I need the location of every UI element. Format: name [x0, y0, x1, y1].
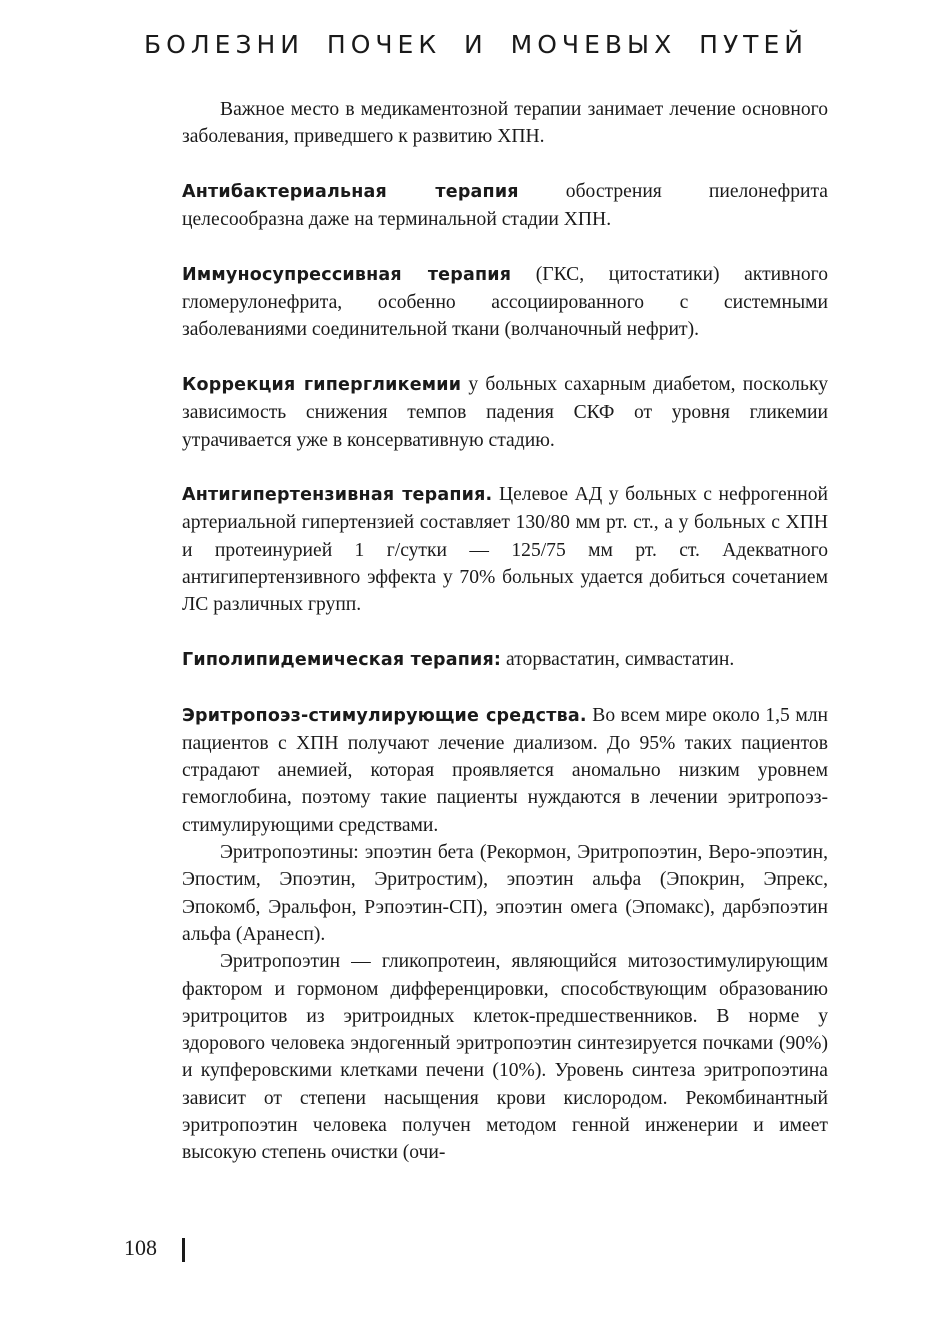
paragraph-heading: Иммуносупрессивная терапия	[182, 264, 512, 285]
paragraph-antihypertensive	[182, 481, 828, 618]
running-header-title: БОЛЕЗНИ ПОЧЕК И МОЧЕВЫХ ПУТЕЙ	[144, 30, 808, 59]
paragraph-antibacterial	[182, 178, 828, 234]
paragraph-heading: Антигипертензивная терапия.	[182, 485, 493, 506]
paragraph-text: Эритропоэтины: эпоэтин бета (Рекормон, Эритропоэтин, Веро-эпоэтин, Эпостим, Эпоэтин, Эритростим), эпоэтин альфа (Эпокрин, Эпрекс, Эпокомб, Эральфон, Рэпоэтин-СП), эпоэтин омега (Эпомакс), дарбэпоэтин альфа (Аранесп).	[182, 842, 828, 945]
paragraph-heading: Коррекция гипергликемии	[182, 374, 462, 395]
paragraph-text: (ГКС, цитостатики) активного гломерулонефрита, особенно ассоциированного с системными заболеваниями соединительной ткани (волчаночный нефрит).	[182, 263, 828, 341]
paragraph-text: Важное место в медикаментозной терапии занимает лечение основного заболевания, приведшего к развитию ХПН.	[182, 99, 828, 148]
paragraph-immunosuppressive	[182, 261, 828, 344]
paragraph-erythropoietin-description	[182, 948, 828, 1166]
page-body	[182, 96, 828, 1167]
paragraph-intro	[182, 96, 828, 151]
paragraph-erythropoiesis	[182, 702, 828, 839]
paragraph-text: у больных сахарным диабетом, поскольку зависимость снижения темпов падения СКФ от уровня гликемии утрачивается уже в консервативную стадию.	[182, 373, 828, 451]
paragraph-heading: Эритропоэз-стимулирующие средства.	[182, 705, 587, 726]
paragraph-text: Во всем мире около 1,5 млн пациентов с ХПН получают лечение диализом. До 95% таких пациентов страдают анемией, которая проявляется аномально низким уровнем гемоглобина, поэтому такие пациенты нуждаются в лечении эритропоэз-стимулирующими средствами.	[182, 704, 828, 836]
page-number: 108	[124, 1235, 157, 1260]
paragraph-heading: Гиполипидемическая терапия:	[182, 649, 502, 670]
paragraph-text: обострения пиелонефрита целесообразна даже на терминальной стадии ХПН.	[182, 180, 828, 231]
paragraph-text: Целевое АД у больных с нефрогенной артериальной гипертензией составляет 130/80 мм рт. ст., а у больных с ХПН и протеинурией 1 г/сутки — 125/75 мм рт. ст. Адекватного антигипертензивного эффекта у 70% больных удается добиться сочетанием ЛС различных групп.	[182, 484, 828, 616]
page-number-rule	[182, 1238, 185, 1262]
paragraph-hypolipidemic	[182, 646, 828, 674]
paragraph-erythropoietins-list	[182, 839, 828, 948]
paragraph-text: Эритропоэтин — гликопротеин, являющийся митозостимулирующим фактором и гормоном дифференцировки, способствующим образованию эритроцитов из эритроидных клеток-предшественников. В норме у здорового человека эндогенный эритропоэтин синтезируется почками (90%) и купферовскими клетками печени (10%). Уровень синтеза эритропоэтина зависит от степени насыщения крови кислородом. Рекомбинантный эритропоэтин человека получен методом генной инженерии и имеет высокую степень очистки (очи-	[182, 951, 828, 1164]
paragraph-heading: Антибактериальная терапия	[182, 181, 519, 202]
paragraph-text: аторвастатин, симвастатин.	[501, 648, 735, 670]
paragraph-hyperglycemia	[182, 371, 828, 454]
